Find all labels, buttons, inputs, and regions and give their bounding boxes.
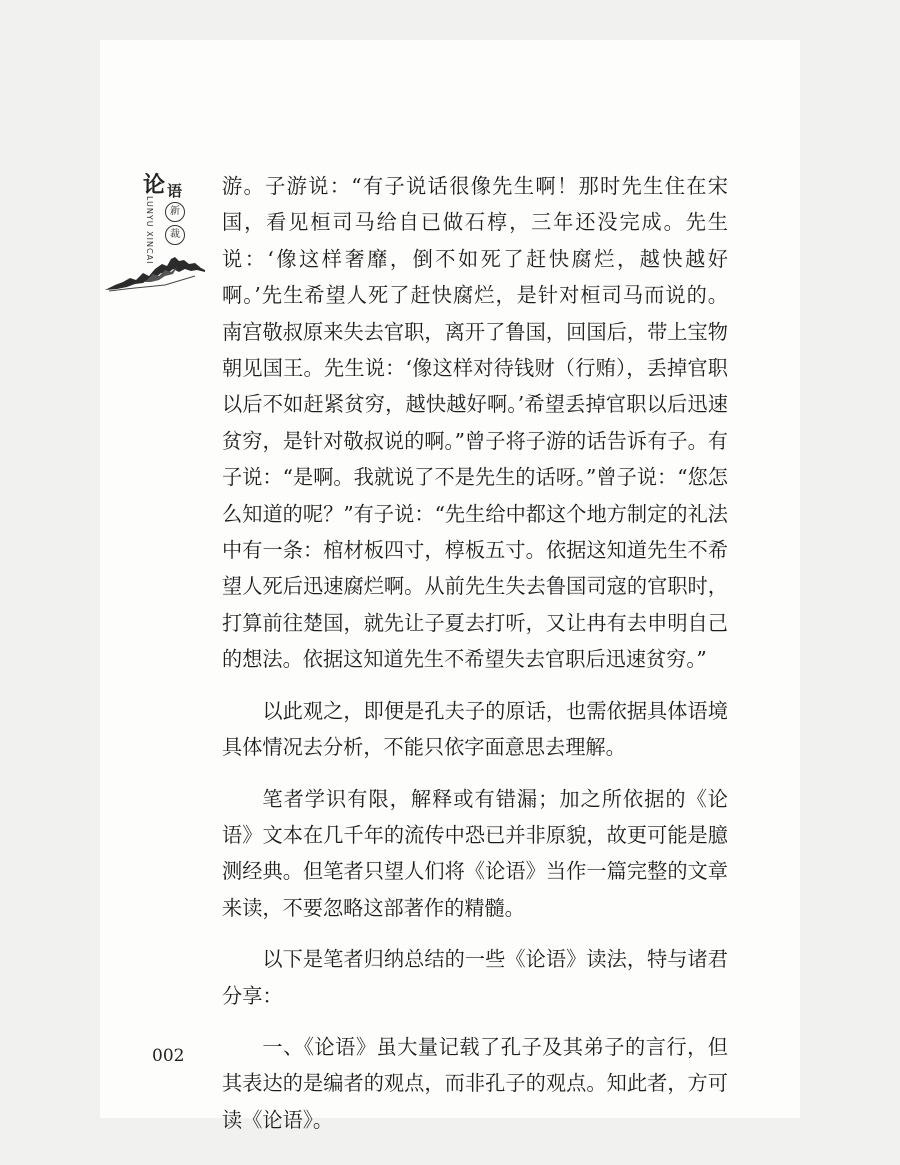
- logo-seal-2: 裁: [165, 225, 185, 245]
- logo-romanization: LUNYU XINCAI: [145, 196, 154, 265]
- body-text: [222, 168, 728, 1138]
- paragraph-5: 一、《论语》虽大量记载了孔子及其弟子的言行，但其表达的是编者的观点，而非孔子的观点。知此者，方可读《论语》。: [222, 1034, 728, 1132]
- logo-seal-1: 新: [165, 202, 185, 222]
- paragraph-1: 游。子游说：“有子说话很像先生啊！那时先生住在宋国，看见桓司马给自已做石椁，三年还没完成。先生说：‘像这样奢靡，倒不如死了赶快腐烂，越快越好啊。’先生希望人死了赶快腐烂，是针对桓司马而说的。 南宫敬叔原来失去官职，离开了鲁国，回国后，带上宝物朝见国王。先生说：‘像这样对待钱财（行贿），丢掉官职以后不如赶紧贫穷，越快越好啊。’希望丢掉官职以后迅速贫穷，是针对敬叔说的啊。”曾子将子游的话告诉有子。有子说：“是啊。我就说了不是先生的话呀。”曾子说：“您怎么知道的呢？”有子说：“先生给中都这个地方制定的礼法中有一条：棺材板四寸，椁板五寸。依据这知道先生不希望人死后迅速腐烂啊。从前先生失去鲁国司寇的官职时，打算前往楚国，就先让子夏去打听，又让冉有去申明自己的想法。依据这知道先生不希望失去官职后迅速贫穷。”: [222, 174, 728, 672]
- logo-title-big: 论: [143, 172, 166, 198]
- logo-title-small: 语: [167, 182, 183, 200]
- page-number: 002: [152, 1046, 185, 1066]
- paragraph-4: 以下是笔者归纳总结的一些《论语》读法，特与诸君分享：: [222, 947, 728, 1008]
- paragraph-2: 以此观之，即便是孔夫子的原话，也需依据具体语境具体情况去分析，不能只依字面意思去理解。: [222, 698, 728, 760]
- mountain-icon: [105, 252, 205, 292]
- book-logo: [105, 168, 215, 308]
- paragraph-3: 笔者学识有限，解释或有错漏；加之所依据的《论语》文本在几千年的流传中恐已并非原貌，故更可能是臆测经典。但笔者只望人们将《论语》当作一篇完整的文章来读，不要忽略这部著作的精髓。: [222, 786, 728, 920]
